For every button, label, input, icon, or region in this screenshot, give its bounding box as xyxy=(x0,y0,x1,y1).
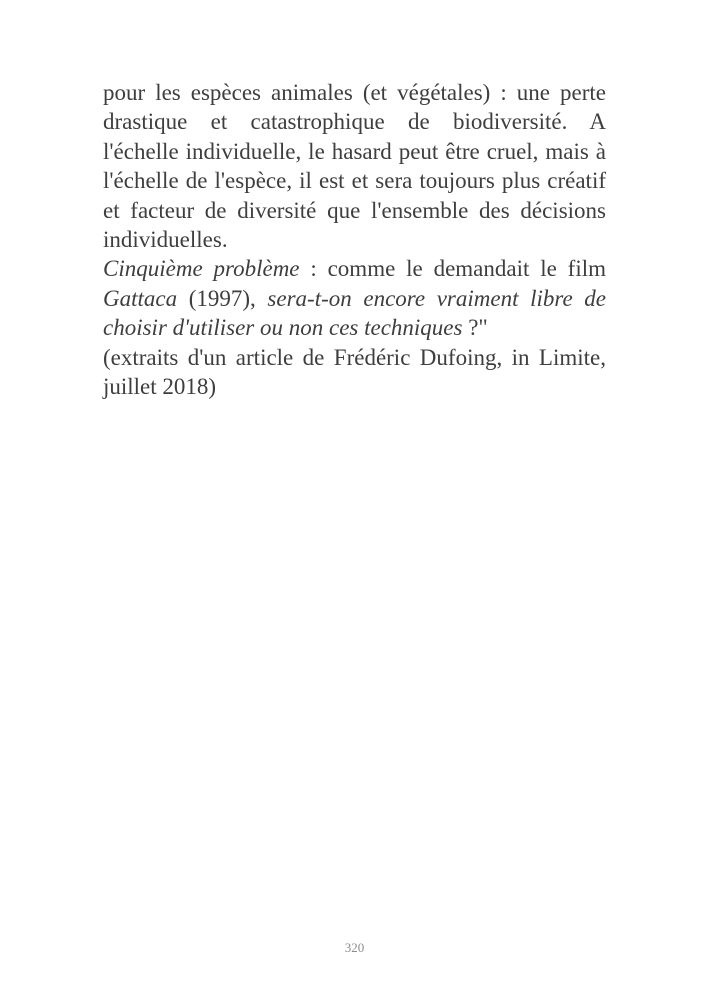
paragraph xyxy=(103,254,606,342)
text-segment: l'échelle individuelle, le hasard peut être cruel, mais à xyxy=(103,138,606,164)
text-segment: : comme le demandait le film xyxy=(299,256,606,282)
text-line xyxy=(103,107,606,136)
italic-text-segment: sera-t-on encore vraiment libre de xyxy=(267,285,606,311)
text-line xyxy=(103,313,606,342)
text-line xyxy=(103,254,606,283)
text-segment: l'échelle de l'espèce, il est et sera toujours plus créatif xyxy=(103,168,606,194)
italic-text-segment: choisir d'utiliser ou non ces techniques xyxy=(103,315,463,341)
text-segment: individuelles. xyxy=(103,227,228,253)
text-segment: pour les espèces animales (et végétales) : une perte xyxy=(103,80,606,105)
page-number: 320 xyxy=(344,940,365,955)
text-line xyxy=(103,137,606,166)
text-segment: (1997), xyxy=(177,285,268,311)
text-line xyxy=(103,372,606,401)
text-segment: drastique et catastrophique de biodiversité. A xyxy=(103,109,606,135)
text-line xyxy=(103,166,606,195)
paragraph xyxy=(103,343,606,402)
text-segment: ?" xyxy=(462,315,488,341)
text-segment: et facteur de diversité que l'ensemble des décisions xyxy=(103,197,606,223)
text-line xyxy=(103,196,606,225)
italic-text-segment: Cinquième problème xyxy=(103,256,300,282)
text-segment: (extraits d'un article de Frédéric Dufoing, in Limite, xyxy=(103,344,606,370)
text-line xyxy=(103,225,606,254)
italic-text-segment: Gattaca xyxy=(103,285,178,311)
text-block xyxy=(103,78,606,401)
text-line xyxy=(103,343,606,372)
paragraph xyxy=(103,78,606,254)
text-line xyxy=(103,78,606,107)
text-segment: juillet 2018) xyxy=(103,374,217,400)
text-line xyxy=(103,284,606,313)
